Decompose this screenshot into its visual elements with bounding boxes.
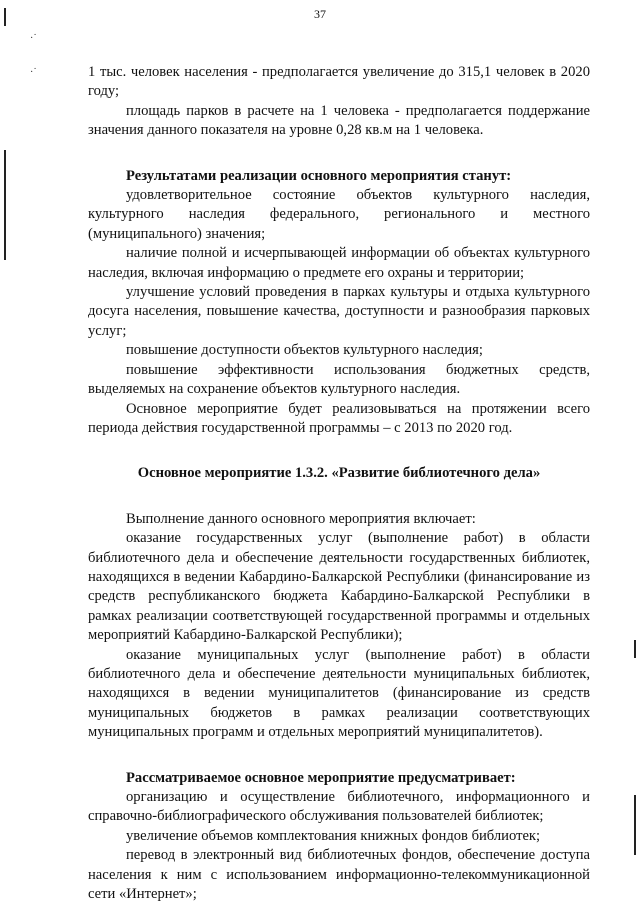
list-item: удовлетворительное состояние объектов культурного наследия, культурного наследия федерального, регионального и местного (муниципального) значения; xyxy=(88,187,590,242)
list-item: организацию и осуществление библиотечного, информационного и справочно-библиографического обслуживания пользователей библиотек; xyxy=(88,789,590,825)
paragraph: 1 тыс. человек населения - предполагается увеличение до 315,1 человек в 2020 году; xyxy=(88,64,590,100)
scan-edge-mark xyxy=(4,150,6,260)
paragraph: площадь парков в расчете на 1 человека - предполагается поддержание значения данного показателя на уровне 0,28 кв.м на 1 человека. xyxy=(88,102,590,139)
list-item: улучшение условий проведения в парках культуры и отдыха культурного досуга населения, повышение качества, доступности и разнообразия парковых услуг; xyxy=(88,284,590,339)
section-heading-provides: Рассматриваемое основное мероприятие предусматривает: xyxy=(126,769,516,786)
list-item: оказание государственных услуг (выполнение работ) в области библиотечного дела и обеспечение деятельности государственных библиотек, находящихся в ведении Кабардино-Балкарской Республики (финансирование из средств республиканского бюджета Кабардино-Балкарской Республики в рамках реализации соответствующей государственной программы и отдельных мероприятий Кабардино-Балкарской Республики); xyxy=(88,530,590,644)
list-item: оказание муниципальных услуг (выполнение работ) в области библиотечного дела и обеспечение деятельности муниципальных библиотек, находящихся в ведении муниципалитетов (финансирование из средств муниципальных бюджетов в рамках реализации соответствующих муниципальных программ и отдельных мероприятий муниципалитетов). xyxy=(88,646,590,741)
page-number: 37 xyxy=(314,7,326,21)
scan-speck: ·˙ xyxy=(30,33,37,44)
scan-edge-mark xyxy=(634,640,636,658)
section-heading-results: Результатами реализации основного мероприятия станут: xyxy=(126,167,512,184)
paragraph: Основное мероприятие будет реализовываться на протяжении всего периода действия государственной программы – с 2013 по 2020 год. xyxy=(88,400,590,436)
list-item: перевод в электронный вид библиотечных фондов, обеспечение доступа населения к ним с использованием информационно-телекоммуникационной сети «Интернет»; xyxy=(88,847,590,903)
paragraph: Выполнение данного основного мероприятия включает: xyxy=(126,510,476,527)
list-item: повышение эффективности использования бюджетных средств, выделяемых на сохранение объектов культурного наследия. xyxy=(88,361,590,398)
section-title-library: Основное мероприятие 1.3.2. «Развитие библиотечного дела» xyxy=(137,465,541,482)
list-item: наличие полной и исчерпывающей информации об объектах культурного наследия, включая информацию о предмете его охраны и территории; xyxy=(88,245,590,281)
scan-edge-mark xyxy=(634,795,636,855)
scan-speck: ·˙ xyxy=(30,67,37,78)
document-body xyxy=(88,63,590,904)
list-item: повышение доступности объектов культурного наследия; xyxy=(126,342,483,359)
list-item: увеличение объемов комплектования книжных фондов библиотек; xyxy=(126,827,541,844)
